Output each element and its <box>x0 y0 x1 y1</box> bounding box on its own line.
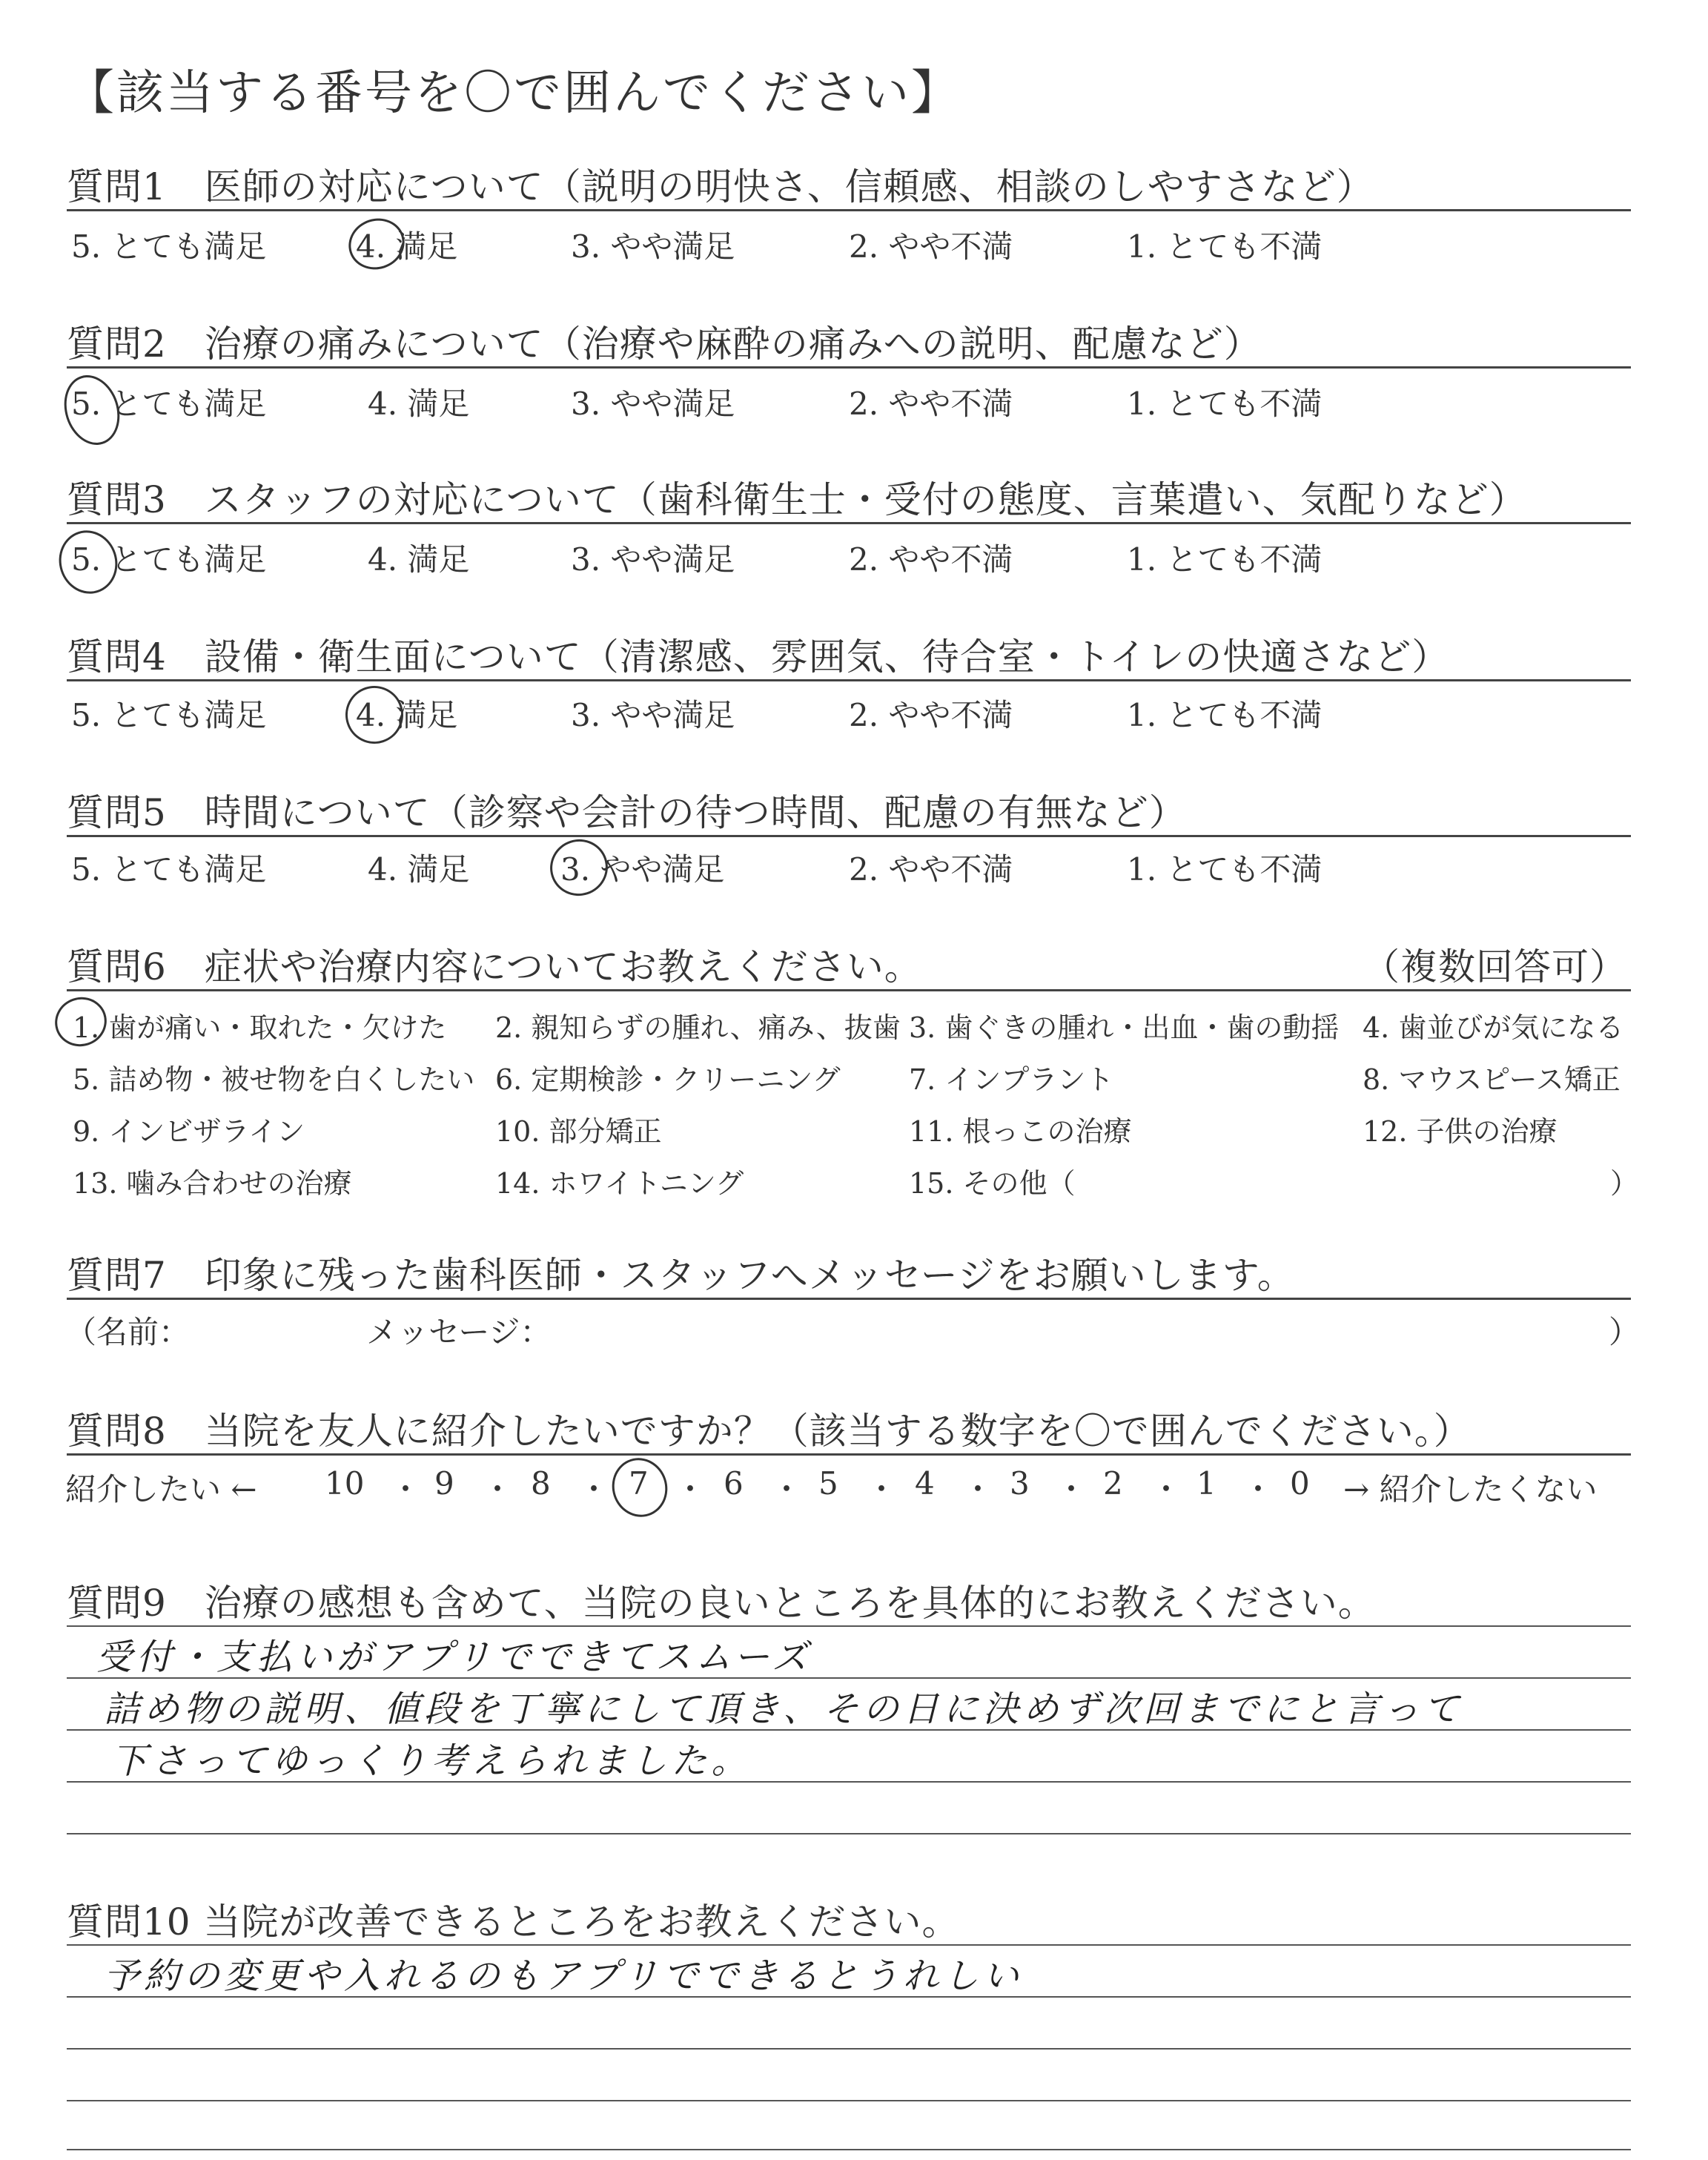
q6-option-10[interactable]: 10. 部分矯正 <box>495 1115 662 1148</box>
question-6-note: （複数回答可） <box>1363 945 1627 988</box>
handwritten-answer-line: 受付・支払いがアプリでできてスムーズ <box>96 1636 812 1678</box>
name-label: （名前： <box>65 1314 191 1350</box>
q5-option-1[interactable]: 1. とても不満 <box>1127 851 1323 888</box>
answer-line <box>67 1625 1631 1627</box>
q5-option-4[interactable]: 4. 満足 <box>368 851 470 888</box>
question-7-title: 質問7 印象に残った歯科医師・スタッフへメッセージをお願いします。 <box>67 1254 1295 1297</box>
q4-option-5[interactable]: 5. とても満足 <box>71 697 267 733</box>
answer-line <box>67 2149 1631 2150</box>
question-5-title: 質問5 時間について（診察や会計の待つ時間、配慮の有無など） <box>67 791 1187 834</box>
page-header: 【該当する番号を〇で囲んでください】 <box>67 66 961 121</box>
q3-option-4[interactable]: 4. 満足 <box>368 541 470 578</box>
selection-circle <box>51 523 126 601</box>
scale-dot: ・ <box>675 1471 706 1507</box>
scale-dot: ・ <box>482 1471 514 1507</box>
scale-6[interactable]: 6 <box>724 1465 744 1502</box>
recommend-right-label: → 紹介したくない <box>1343 1471 1598 1507</box>
q2-option-1[interactable]: 1. とても不満 <box>1127 386 1323 422</box>
question-1-title: 質問1 医師の対応について（説明の明快さ、信頼感、相談のしやすさなど） <box>67 165 1374 208</box>
q6-option-8[interactable]: 8. マウスピース矯正 <box>1363 1063 1621 1096</box>
q3-option-2[interactable]: 2. やや不満 <box>849 541 1013 578</box>
q3-option-5[interactable]: 5. とても満足 <box>71 541 267 578</box>
handwritten-answer-line: 下さってゆっくり考えられました。 <box>111 1740 752 1782</box>
question-10-title: 質問10 当院が改善できるところをお教えください。 <box>67 1900 960 1943</box>
q6-option-12[interactable]: 12. 子供の治療 <box>1363 1115 1558 1148</box>
scale-dot: ・ <box>771 1471 803 1507</box>
question-2-title: 質問2 治療の痛みについて（治療や麻酔の痛みへの説明、配慮など） <box>67 323 1262 366</box>
answer-line <box>67 2048 1631 2050</box>
divider <box>67 679 1631 681</box>
handwritten-answer-line: 詰め物の説明、値段を丁寧にして頂き、その日に決めず次回までにと言って <box>104 1688 1464 1730</box>
q6-option-5[interactable]: 5. 詰め物・被せ物を白くしたい <box>73 1063 475 1096</box>
scale-0[interactable]: 0 <box>1290 1465 1310 1502</box>
q4-option-1[interactable]: 1. とても不満 <box>1127 697 1323 733</box>
answer-line <box>67 1944 1631 1946</box>
divider <box>67 835 1631 837</box>
scale-10[interactable]: 10 <box>325 1465 365 1502</box>
q1-option-2[interactable]: 2. やや不満 <box>849 228 1013 265</box>
scale-1[interactable]: 1 <box>1196 1465 1217 1502</box>
q5-option-3[interactable]: 3. やや満足 <box>560 851 725 888</box>
scale-dot: ・ <box>578 1471 610 1507</box>
q3-option-3[interactable]: 3. やや満足 <box>571 541 735 578</box>
q4-option-4[interactable]: 4. 満足 <box>356 697 458 733</box>
scale-dot: ・ <box>1242 1471 1274 1507</box>
q6-close-paren: ） <box>1610 1167 1639 1200</box>
q1-option-5[interactable]: 5. とても満足 <box>71 228 267 265</box>
selection-circle <box>543 832 615 903</box>
answer-line <box>67 1833 1631 1834</box>
q2-option-3[interactable]: 3. やや満足 <box>571 386 735 422</box>
scale-8[interactable]: 8 <box>531 1465 551 1502</box>
scale-7[interactable]: 7 <box>629 1465 649 1502</box>
scale-dot: ・ <box>866 1471 898 1507</box>
question-4-title: 質問4 設備・衛生面について（清潔感、雰囲気、待合室・トイレの快適さなど） <box>67 635 1450 678</box>
q3-option-1[interactable]: 1. とても不満 <box>1127 541 1323 578</box>
q6-option-2[interactable]: 2. 親知らずの腫れ、痛み、抜歯 <box>495 1011 901 1044</box>
q5-option-5[interactable]: 5. とても満足 <box>71 851 267 888</box>
q6-option-7[interactable]: 7. インプラント <box>909 1063 1114 1096</box>
scale-2[interactable]: 2 <box>1103 1465 1123 1502</box>
divider <box>67 989 1631 991</box>
q6-option-15[interactable]: 15. その他（ <box>909 1167 1076 1200</box>
q6-option-11[interactable]: 11. 根っこの治療 <box>909 1115 1132 1148</box>
q2-option-5[interactable]: 5. とても満足 <box>71 386 267 422</box>
q4-option-2[interactable]: 2. やや不満 <box>849 697 1013 733</box>
q2-option-4[interactable]: 4. 満足 <box>368 386 470 422</box>
divider <box>67 209 1631 211</box>
q4-option-3[interactable]: 3. やや満足 <box>571 697 735 733</box>
recommend-left-label: 紹介したい ← <box>65 1471 257 1507</box>
divider <box>67 1298 1631 1300</box>
q1-option-3[interactable]: 3. やや満足 <box>571 228 735 265</box>
q6-option-1[interactable]: 1. 歯が痛い・取れた・欠けた <box>73 1011 447 1044</box>
scale-dot: ・ <box>390 1471 422 1507</box>
q7-close-paren: ） <box>1609 1314 1641 1350</box>
q2-option-2[interactable]: 2. やや不満 <box>849 386 1013 422</box>
divider <box>67 366 1631 369</box>
selection-circle <box>338 678 411 751</box>
q6-option-6[interactable]: 6. 定期検診・クリーニング <box>495 1063 841 1096</box>
message-label: メッセージ： <box>366 1314 552 1350</box>
scale-3[interactable]: 3 <box>1010 1465 1030 1502</box>
q6-option-13[interactable]: 13. 噛み合わせの治療 <box>73 1167 352 1200</box>
answer-line <box>67 2100 1631 2101</box>
question-6-title: 質問6 症状や治療内容についてお教えください。 <box>67 945 922 988</box>
q5-option-2[interactable]: 2. やや不満 <box>849 851 1013 888</box>
scale-4[interactable]: 4 <box>915 1465 935 1502</box>
q6-option-14[interactable]: 14. ホワイトニング <box>495 1167 744 1200</box>
scale-5[interactable]: 5 <box>818 1465 838 1502</box>
selection-circle <box>604 1451 675 1525</box>
question-9-title: 質問9 治療の感想も含めて、当院の良いところを具体的にお教えください。 <box>67 1582 1376 1625</box>
divider <box>67 1453 1631 1456</box>
question-8-title: 質問8 当院を友人に紹介したいですか？（該当する数字を〇で囲んでください。） <box>67 1410 1472 1453</box>
q6-option-9[interactable]: 9. インビザライン <box>73 1115 305 1148</box>
scale-dot: ・ <box>1056 1471 1088 1507</box>
q6-option-4[interactable]: 4. 歯並びが気になる <box>1363 1011 1624 1044</box>
divider <box>67 522 1631 524</box>
q1-option-4[interactable]: 4. 満足 <box>356 228 458 265</box>
q6-option-3[interactable]: 3. 歯ぐきの腫れ・出血・歯の動揺 <box>909 1011 1340 1044</box>
q1-option-1[interactable]: 1. とても不満 <box>1127 228 1323 265</box>
handwritten-answer-line: 予約の変更や入れるのもアプリでできるとうれしい <box>104 1955 1024 1997</box>
scale-9[interactable]: 9 <box>434 1465 454 1502</box>
question-3-title: 質問3 スタッフの対応について（歯科衛生士・受付の態度、言葉遣い、気配りなど） <box>67 478 1527 521</box>
scale-dot: ・ <box>962 1471 994 1507</box>
scale-dot: ・ <box>1151 1471 1182 1507</box>
